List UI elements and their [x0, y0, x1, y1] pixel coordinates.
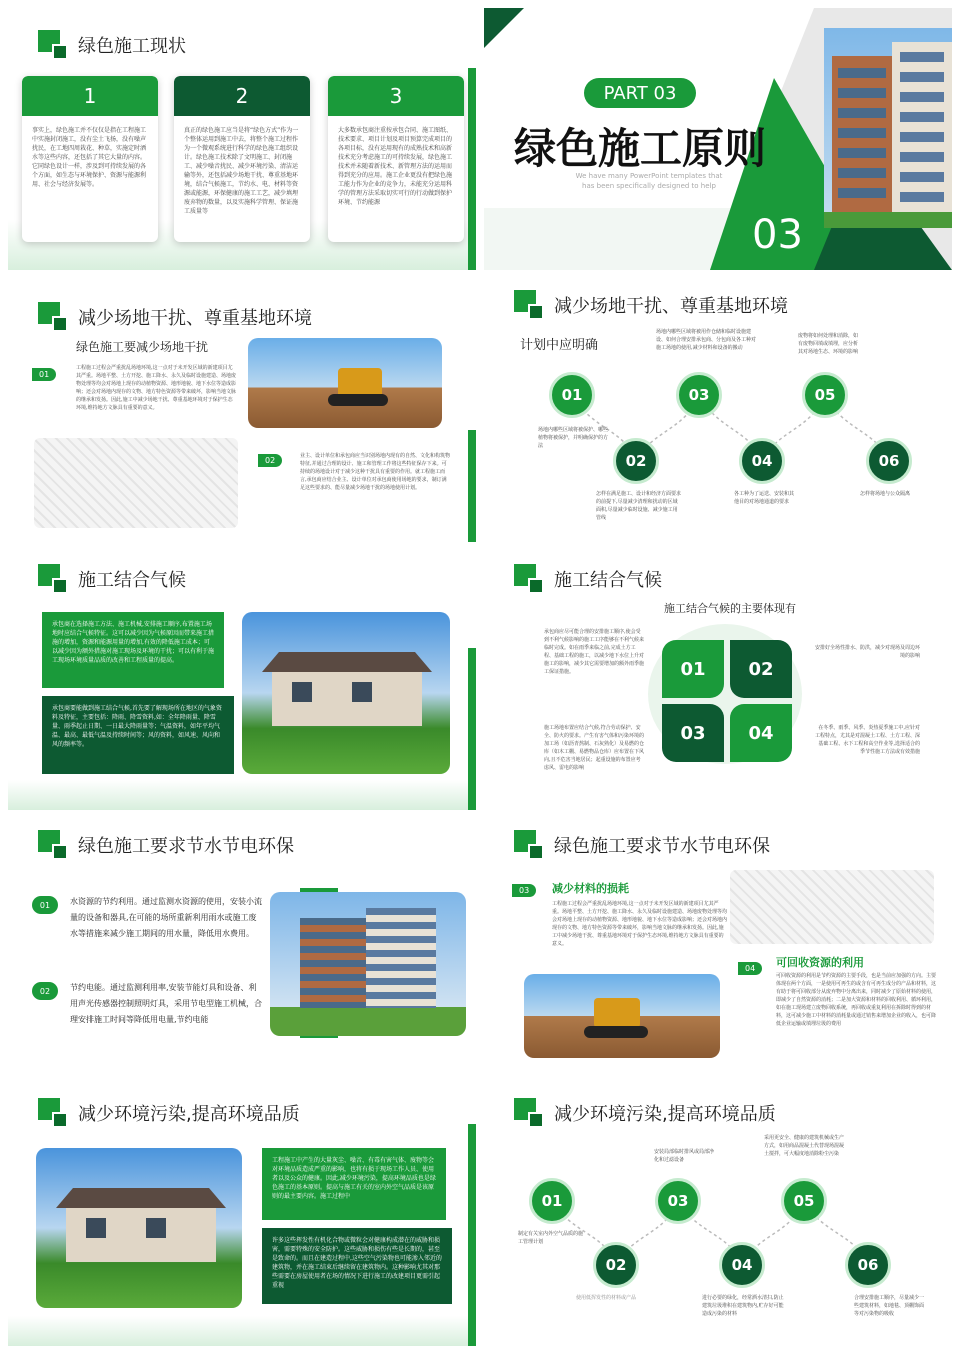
heading-recycling: 可回收资源的利用	[776, 956, 864, 969]
badge-01: 01	[32, 896, 58, 914]
cover-title: 绿色施工原则	[514, 124, 767, 173]
right-green-strip	[468, 430, 476, 542]
note-02: 使用低挥发性的材料或产品	[576, 1295, 637, 1301]
note-03: 安装局部临时排风或局部净化和过滤设备	[654, 1149, 715, 1163]
right-green-strip	[468, 1124, 476, 1346]
aspect-text-2: 安排好全场性排水、防洪，减少对现场及周边环境的影响	[814, 645, 920, 659]
climate-text-box-2: 承包商要能做到施工结合气候,首先要了解现场所在地区的气象资料及特征，主要包括：降雨、降雪资料,如：全年降雨量、降雪量、雨季起止日期、一日最大降雨量等；气温资料，如年平均气温、最高、最低气温及持续时间等；风的资料，如风速、风向和风的频率等。	[42, 696, 234, 774]
blueprint-photo	[730, 870, 934, 944]
tile-01: 01	[662, 640, 724, 698]
card-number: 3	[328, 76, 464, 116]
status-card-1	[22, 76, 158, 242]
bottom-fade	[8, 1316, 476, 1346]
slide-title: 减少环境污染,提高环境品质	[78, 1104, 300, 1125]
slide-title: 施工结合气候	[78, 570, 186, 591]
bulldozer-photo	[524, 974, 720, 1058]
badge-04: 04	[738, 962, 762, 975]
plan-label: 计划中应明确	[520, 338, 599, 353]
note-01: 场地内哪些区域将被保护、哪些植物将被保护，并明确保护的方法	[538, 427, 609, 449]
slide-header	[38, 302, 312, 332]
step-02: 02	[593, 1242, 639, 1288]
status-card-3	[328, 76, 464, 242]
square-logo-icon	[38, 1098, 68, 1128]
square-logo-icon	[38, 302, 68, 332]
house-photo	[36, 1148, 242, 1308]
note-06: 合理安排施工顺序，尽量减少一些建筑材料，如地毯、顶棚饰面等对污染物的吸收	[854, 1295, 925, 1317]
step-04: 04	[739, 438, 785, 484]
note-03: 场地内哪些区域将被用作仓储和临时设施建设、如何合理安排承包商、分包商及各工种对施工场地的使用,减少材料和设备的搬动	[656, 329, 757, 351]
aspect-text-4: 在冬季、雨季、风季、炎热夏季施工中,应针对工程特点，尤其是对混凝土工程、土方工程、深基础工程、水下工程和高空作业等,选择适合的季节性施工方法或有效措施	[814, 725, 920, 755]
square-logo-icon	[38, 564, 68, 594]
part-label-pill: PART 03	[584, 78, 696, 108]
tile-03: 03	[662, 704, 724, 762]
climate-text-box-1: 承包商在选择施工方法、施工机械,安排施工顺序,布置施工场地时应结合气候特征。这可以减少因为气候原因而带来施工措施的增加，资源和能源用量的增加,有效的降低施工成本；可以减少因为额外措施对施工现场及环境的干扰；可以有利于施工现场环境质量品质的改善和工程质量的提高。	[42, 612, 224, 688]
text-recycling: 可回收资源的利用是节约资源的主要手段，也是当前应加强的方向。主要体现在两个方面，一是使用可再生的或含有可再生成分的产品和材料，这有助于将可回收部分从废弃物中分离出来，同时减少了原始材料的使用，即减少了自然资源的消耗；二是加大资源和材料的回收利用、循环利用，如在施工现场建立废物回收系统，再回收或重复利用在拆除时得到的材料，这可减少施工中材料的消耗量或通过销售来增加企业的收入，也可降低企业运输或填埋垃圾的费用	[776, 973, 937, 1027]
tile-02: 02	[730, 640, 792, 698]
square-logo-icon	[38, 830, 68, 860]
step-03: 03	[676, 372, 722, 418]
slide-pollution-measures	[484, 1084, 952, 1346]
slide-title: 减少场地干扰、尊重基地环境	[78, 308, 312, 329]
card-number: 2	[174, 76, 310, 116]
slide-reduce-pollution	[8, 1084, 476, 1346]
card-text: 真正的绿色施工应当是将“绿色方式”作为一个整体运用到施工中去，将整个施工过程作为一个微观系统进行科学的绿色施工组织设计。绿色施工技术除了文明施工、封闭施工、减少噪音扰民、减少环境污染、清洁运输等外，还包括减少场地干扰、尊重基地环境，结合气候施工，节约水、电、材料等资源或能源，环保健康的施工工艺，减少填埋废弃物的数量，以及实施科学管理、保证施工质量等	[184, 127, 299, 215]
note-04: 各工种为了运送、安装和其他目的对场地通道的要求	[734, 491, 795, 505]
tile-04: 04	[730, 704, 792, 762]
slide-header	[38, 830, 294, 860]
apartment-photo	[824, 28, 952, 228]
text-electricity: 节约电能。通过监测利用率,安装节能灯具和设备、利用声光传感器控制照明灯具，采用节电型施工机械，合理安排施工时间等降低用电量,节约电能	[70, 983, 262, 1024]
card-number: 1	[22, 76, 158, 116]
pollution-text-box-1: 工程施工中产生的大量灰尘、噪音、有毒有害气体、废物等会对环境品质造成严重的影响，也将有损于现场工作人员、使用者以及公众的健康。因此,减少环境污染，提高环境品质也是绿色施工的基本原则。提高与施工有关的室内外空气品质是该原则的最主要内容。施工过程中	[262, 1148, 446, 1220]
step-04: 04	[719, 1242, 765, 1288]
slide-reduce-site-disturbance	[8, 280, 476, 542]
slide-title: 绿色施工要求节水节电环保	[554, 836, 770, 857]
badge-02: 02	[32, 982, 58, 1000]
right-green-strip	[468, 648, 476, 810]
status-card-2	[174, 76, 310, 242]
cover-subtitle-line-2: has been specifically designed to help	[582, 182, 716, 190]
slide-subtitle: 绿色施工要减少场地干扰	[76, 340, 209, 354]
step-02: 02	[613, 438, 659, 484]
slide-part-03-cover	[484, 8, 952, 270]
square-logo-icon	[514, 830, 544, 860]
step-06: 06	[845, 1242, 891, 1288]
slide-site-plan-requirements	[484, 280, 952, 542]
text-material-loss: 工程施工过程会严重扰乱场地环境,这一点对于未开发区域的新建项目尤其严重。场地平整、土方开挖、施工降水、永久及临时设施建造、场地废物处理等均会对场地上现存的动植物资源、地形地貌、地下水位等造成影响；还会对场地内现存的文物、地方特色资源等带来破坏，影响当地文脉的继承和发扬。因此,施工中减少场地干扰、尊重基地环境对于保护生态环境,维持地方文脉具有重要的意义。	[552, 901, 728, 947]
bottom-fade	[8, 780, 476, 810]
slide-title: 减少场地干扰、尊重基地环境	[554, 296, 788, 317]
apartment-photo	[270, 892, 466, 1036]
slide-save-water-electricity	[8, 816, 476, 1078]
badge-02: 02	[258, 454, 282, 467]
slide-subtitle: 施工结合气候的主要体现有	[664, 602, 796, 615]
note-01: 制定有关室内外空气品质的施工管理计划	[518, 1231, 584, 1245]
note-06: 怎样将场地与公众隔离	[860, 491, 911, 497]
blueprint-photo	[34, 438, 238, 528]
card-text: 大多数承包商注重按承包合同、施工图纸、技术要求、项目计划及项目预算完成项目的各项目标，没有运用现有的成熟技术和高新技术充分考虑施工的可持续发展，绿色施工技术并未随着新技术、新管理方法的运用而得到充分的应用。施工企业更没有把绿色施工能力作为企业的竞争力，未能充分运用科学的管理方法采取切实可行的行动做到保护环境、节约能源	[338, 127, 453, 206]
slide-green-construction-status	[8, 8, 476, 270]
badge-03: 03	[512, 884, 536, 897]
heading-material-loss: 减少材料的损耗	[552, 882, 629, 895]
square-logo-icon	[38, 30, 68, 60]
aspect-text-3: 施工场地布置应结合气候,符合劳动保护、安全、防火的要求。产生有害气体和污染环境的加工场（如沥青熬制、石灰熟化）及易燃的仓库（如木工棚、易燃物品仓库）应布置在下风向,且不危害当地居民；起重设施的布置应考虑风、雷电的影响	[544, 725, 645, 771]
cover-number: 03	[752, 212, 803, 258]
note-05: 废物将如何处理和消除，如有废物回填或填埋，应分析其对场地生态、环境的影响	[798, 333, 859, 355]
slide-header	[514, 830, 770, 860]
text-02: 业主、设计单位和承包商应当识别场地内现有的自然、文化和构筑物特征,并通过合理的设计、施工和管理工作将这些特征保存下来。可持续的场地设计对于减少这种干扰具有重要的作用。就工程施工而言,承包商应结合业主、设计单位对承包商使用场地的要求，制订满足这些要求的、能尽量减少场地干扰的场地使用计划。	[300, 453, 451, 491]
step-01: 01	[549, 372, 595, 418]
cover-subtitle-line-1: We have many PowerPoint templates that	[575, 172, 723, 180]
right-green-strip	[468, 68, 476, 270]
slide-header	[38, 1098, 300, 1128]
slide-header	[514, 564, 662, 594]
pollution-text-box-2: 许多这些挥发性有机化合物或微粒会对健康构成潜在的威胁和损害，需要特殊的安全防护。这些威胁和损伤有些是长期的，甚至是致命的。而且在建造过程中,这些空气污染物也可能渗入邻近的建筑物，并在施工结束后继续留在建筑物内。这种影响尤其对那些需要在房屋使用者在场的情况下进行施工的改建项目更需引起重视	[262, 1228, 452, 1304]
step-05: 05	[802, 372, 848, 418]
slide-title: 减少环境污染,提高环境品质	[554, 1104, 776, 1125]
slide-header	[38, 564, 186, 594]
slide-construction-with-climate	[8, 548, 476, 810]
text-water: 水资源的节约利用。通过监测水资源的使用，安装小流量的设备和器具,在可能的场所重新利用雨水或施工废水等措施来减少施工期间的用水量，降低用水费用。	[70, 897, 262, 938]
note-05: 采用更安全、健康的建筑机械或生产方式，如用商品混凝土代替现场混凝土搅拌，可大幅度地消除粉尘污染	[764, 1135, 845, 1157]
text-01: 工程施工过程会严重扰乱场地环境,这一点对于未开发区域的新建项目尤其严重。场地平整、土方开挖、施工降水、永久及临时设施建造、场地废物处理等均会对场地上现存的动植物资源、地形地貌、地下水位等造成影响；还会对场地内现存的文物、地方特色资源等带来破坏，影响当地文脉的继承和发扬。因此,施工中减少场地干扰、尊重基地环境对于保护生态环境,维持地方文脉具有重要的意义。	[76, 365, 237, 411]
step-05: 05	[781, 1178, 827, 1224]
step-03: 03	[655, 1178, 701, 1224]
slide-material-and-recycling	[484, 816, 952, 1078]
aspect-text-1: 承包商应尽可能合理的安排施工顺序,使会受到不利气候影响的施工工序能够在不利气候来临时完成。如在雨季来临之前,完成土方工程、基础工程的施工，以减少地下水位上升对施工的影响，减少其它需要增加的额外雨季施工保证措施。	[544, 629, 645, 675]
slide-title: 绿色施工要求节水节电环保	[78, 836, 294, 857]
slide-title: 施工结合气候	[554, 570, 662, 591]
card-text: 事实上，绿色施工并不仅仅是指在工程施工中实施封闭施工，没有尘土飞扬，没有噪声扰民，在工地四周栽花、种草，实施定时洒水等这些内容，还包括了其它大量的内容。它同绿色设计一样，涉及到可持续发展的各个方面，如生态与环境保护、资源与能源利用、社会与经济发展等。	[32, 127, 147, 188]
step-connector-path	[484, 280, 952, 542]
note-04: 进行必要的绿化，经常洒水清扫,防止建筑垃圾堆积在建筑物内,贮存好可能造成污染的材料	[702, 1295, 784, 1317]
badge-01: 01	[32, 368, 56, 381]
step-01: 01	[529, 1178, 575, 1224]
square-logo-icon	[514, 564, 544, 594]
note-02: 怎样在满足施工、设计和经济方面要求的前提下,尽量减少清理和扰动的区域面积,尽量减少临时设施、减少施工用管线	[596, 491, 682, 521]
bulldozer-photo	[248, 338, 442, 428]
step-06: 06	[866, 438, 912, 484]
slide-title: 绿色施工现状	[78, 36, 186, 57]
slide-header	[38, 30, 186, 60]
house-photo	[242, 612, 450, 774]
slide-climate-main-aspects	[484, 548, 952, 810]
